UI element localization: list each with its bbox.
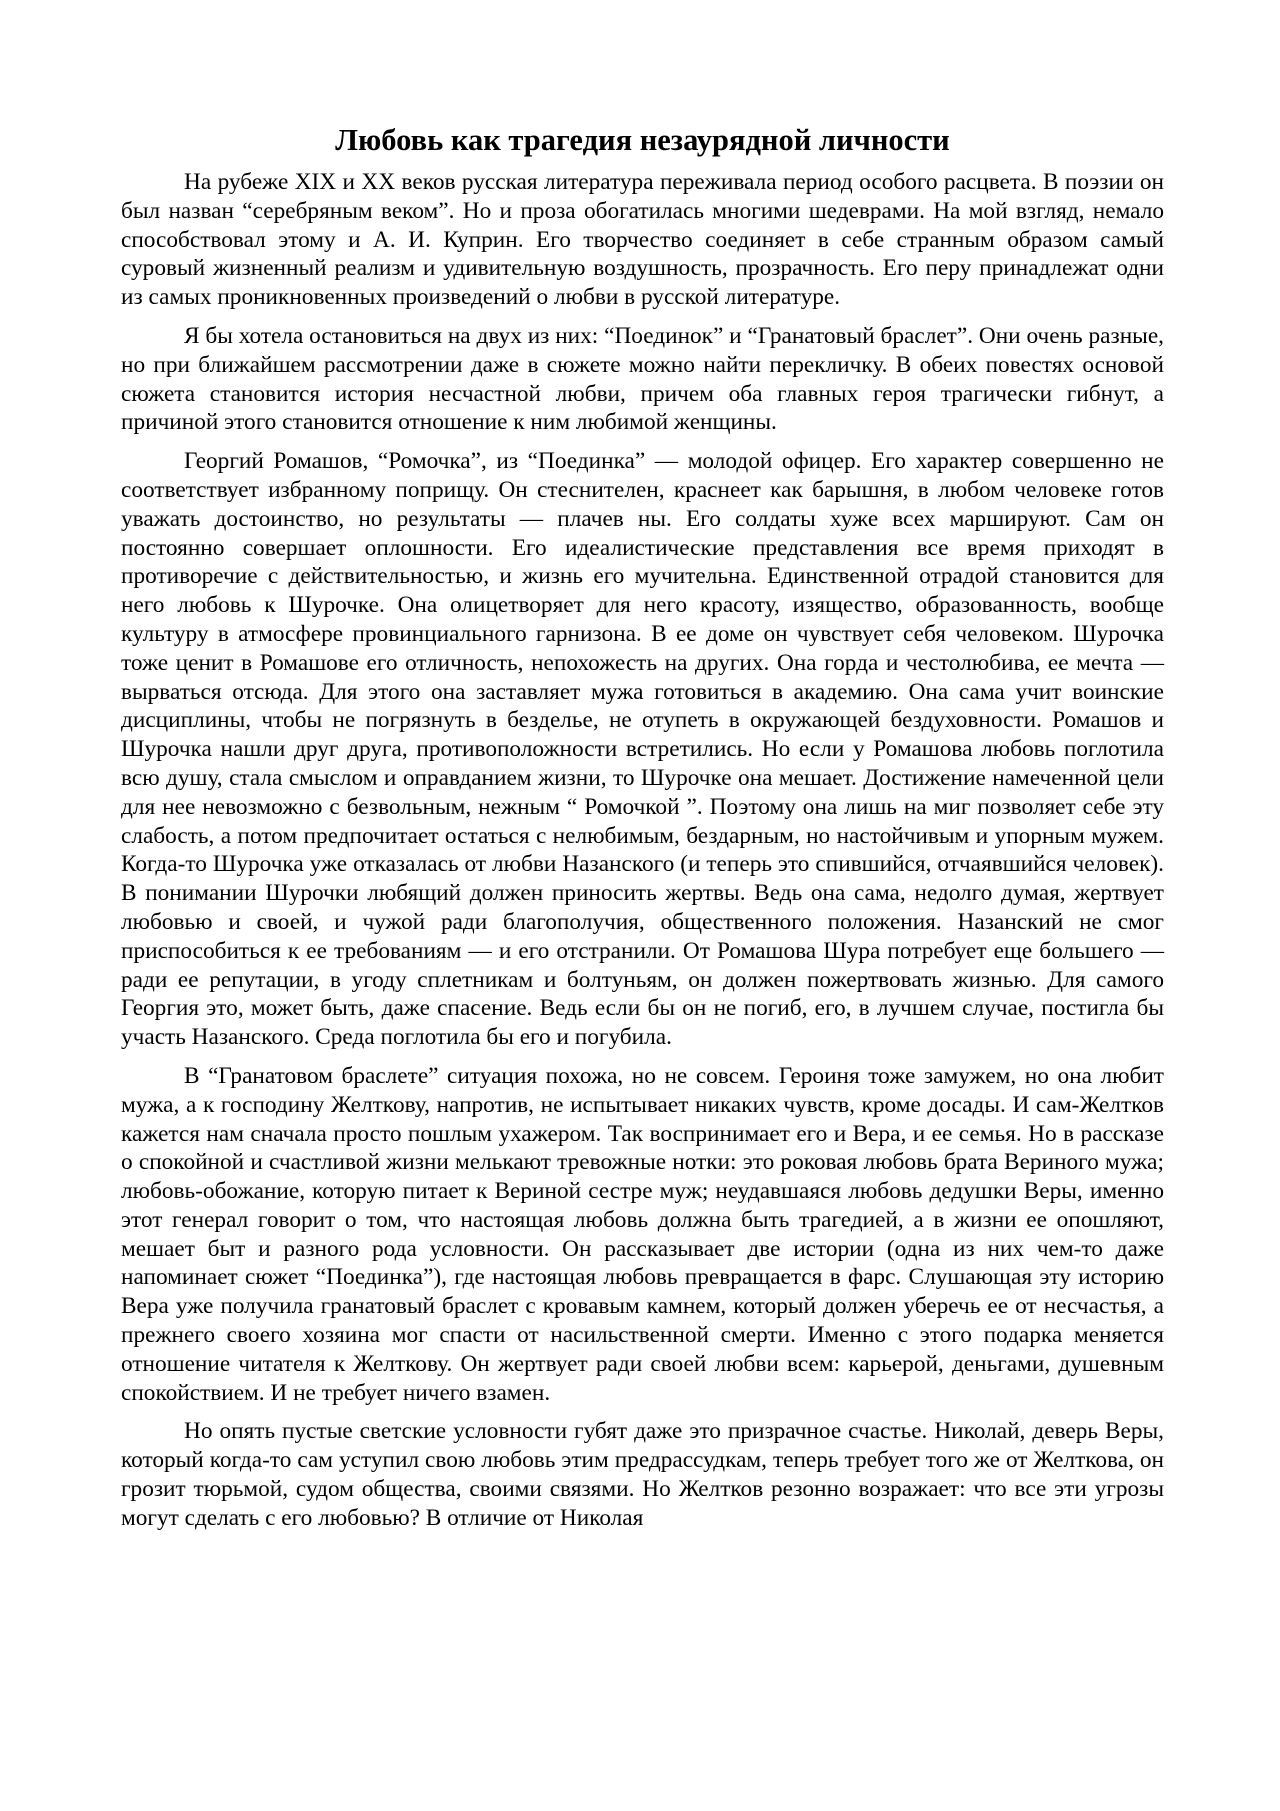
paragraph-4: В “Гранатовом браслете” ситуация похожа, но не совсем. Героиня тоже замужем, но она любит мужа, а к господину Желткову, напротив, не испытывает никаких чувств, кроме досады. И сам-Желтков кажется нам сначала просто пошлым ухажером. Так воспринимает его и Вера, и ее семья. Но в рассказе о спокойной и счастливой жизни мелькают тревожные нотки: это роковая любовь брата Вериного мужа; любовь-обожание, которую питает к Вериной сестре муж; неудавшаяся любовь дедушки Веры, именно этот генерал говорит о том, что настоящая любовь должна быть трагедией, а в жизни ее опошляют, мешает быт и разного рода условности. Он рассказывает две истории (одна из них чем-то даже напоминает сюжет “Поединка”), где настоящая любовь превращается в фарс. Слушающая эту историю Вера уже получила гранатовый браслет с кровавым камнем, который должен уберечь ее от несчастья, а прежнего своего хозяина мог спасти от насильственной смерти. Именно с этого подарка меняется отношение читателя к Желткову. Он жертвует ради своей любви всем: карьерой, деньгами, душевным спокойствием. И не требует ничего взамен. <box>121 1062 1164 1406</box>
paragraph-1: На рубеже XIX и XX веков русская литература переживала период особого расцвета. В поэзии он был назван “серебряным веком”. Но и проза обогатилась многими шедеврами. На мой взгляд, немало способствовал этому и А. И. Куприн. Его творчество соединяет в себе странным образом самый суровый жизненный реализм и удивительную воздушность, прозрачность. Его перу принадлежат одни из самых проникновенных произведений о любви в русской литературе. <box>121 169 1164 311</box>
paragraph-5: Но опять пустые светские условности губят даже это призрачное счастье. Николай, деверь Веры, который когда-то сам уступил свою любовь этим предрассудкам, теперь требует того же от Желткова, он грозит тюрьмой, судом общества, своими связями. Но Желтков резонно возражает: что все эти угрозы могут сделать с его любовью? В отличие от Николая <box>121 1418 1164 1531</box>
paragraph-2: Я бы хотела остановиться на двух из них: “Поединок” и “Гранатовый браслет”. Они очень разные, но при ближайшем рассмотрении даже в сюжете можно найти перекличку. В обеих повестях основой сюжета становится история несчастной любви, причем оба главных героя трагически гибнут, а причиной этого становится отношение к ним любимой женщины. <box>121 322 1164 436</box>
document-title: Любовь как трагедия незаурядной личности <box>335 123 950 157</box>
document-body <box>121 118 1164 1543</box>
paragraph-3: Георгий Ромашов, “Ромочка”, из “Поединка” — молодой офицер. Его характер совершенно не соответствует избранному поприщу. Он стеснителен, краснеет как барышня, в любом человеке готов уважать достоинство, но результаты — плачев ны. Его солдаты хуже всех маршируют. Сам он постоянно совершает оплошности. Его идеалистические представления все время приходят в противоречие с действительностью, и жизнь его мучительна. Единственной отрадой становится для него любовь к Шурочке. Она олицетворяет для него красоту, изящество, образованность, вообще культуру в атмосфере провинциального гарнизона. В ее доме он чувствует себя человеком. Шурочка тоже ценит в Ромашове его отличность, непохожесть на других. Она горда и честолюбива, ее мечта — вырваться отсюда. Для этого она заставляет мужа готовиться в академию. Она сама учит воинские дисциплины, чтобы не погрязнуть в безделье, не отупеть в окружающей бездуховности. Ромашов и Шурочка нашли друг друга, противоположности встретились. Но если у Ромашова любовь поглотила всю душу, стала смыслом и оправданием жизни, то Шурочке она мешает. Достижение намеченной цели для нее невозможно с безвольным, нежным “ Ромочкой ”. Поэтому она лишь на миг позволяет себе эту слабость, а потом предпочитает остаться с нелюбимым, бездарным, но настойчивым и упорным мужем. Когда-то Шурочка уже отказалась от любви Назанского (и теперь это спившийся, отчаявшийся человек). В понимании Шурочки любящий должен приносить жертвы. Ведь она сама, недолго думая, жертвует любовью и своей, и чужой ради благополучия, общественного положения. Назанский не смог приспособиться к ее требованиям — и его отстранили. От Ромашова Шура потребует еще большего — ради ее репутации, в угоду сплетникам и болтуньям, он должен пожертвовать жизнью. Для самого Георгия это, может быть, даже спасение. Ведь если бы он не погиб, его, в лучшем случае, постигла бы участь Назанского. Среда поглотила бы его и погубила. <box>121 448 1164 1051</box>
